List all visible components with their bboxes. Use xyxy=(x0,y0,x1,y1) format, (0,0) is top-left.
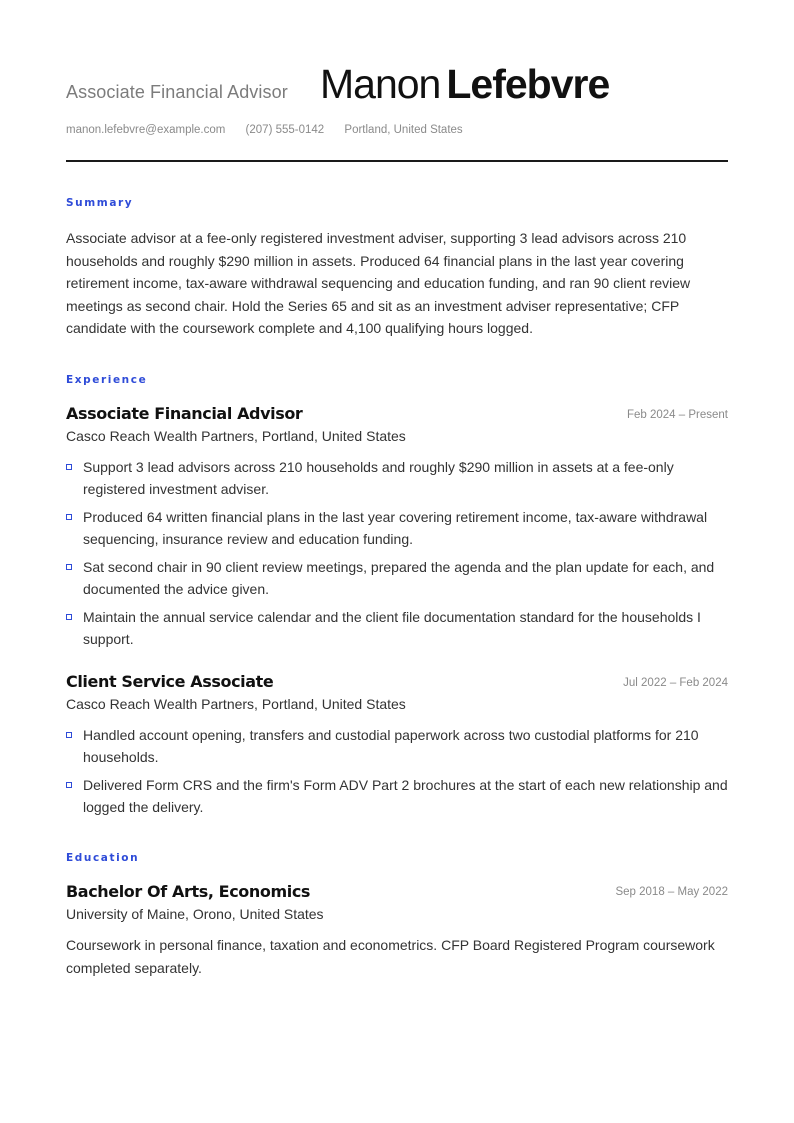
first-name: Manon xyxy=(320,61,441,107)
job-dates: Jul 2022 – Feb 2024 xyxy=(623,677,728,689)
list-item xyxy=(66,556,728,600)
contact-line xyxy=(66,124,480,136)
job-organization: Casco Reach Wealth Partners, Portland, United States xyxy=(66,428,406,444)
square-bullet-icon xyxy=(66,732,72,738)
resume-header xyxy=(66,60,728,108)
header-job-title: Associate Financial Advisor xyxy=(66,82,288,102)
bullet-text: Support 3 lead advisors across 210 households and roughly $290 million in assets at a fee-only registered investment adviser. xyxy=(83,459,674,497)
list-item xyxy=(66,456,728,500)
job-title: Client Service Associate xyxy=(66,672,274,691)
bullet-text: Delivered Form CRS and the firm's Form ADV Part 2 brochures at the start of each new relationship and logged the delivery. xyxy=(83,777,728,815)
candidate-name xyxy=(320,60,609,108)
header-divider xyxy=(66,160,728,162)
square-bullet-icon xyxy=(66,464,72,470)
list-item xyxy=(66,724,728,768)
bullet-text: Handled account opening, transfers and custodial paperwork across two custodial platforms for 210 households. xyxy=(83,727,699,765)
square-bullet-icon xyxy=(66,614,72,620)
square-bullet-icon xyxy=(66,514,72,520)
list-item xyxy=(66,606,728,650)
education-dates: Sep 2018 – May 2022 xyxy=(615,886,728,898)
degree-title: Bachelor Of Arts, Economics xyxy=(66,882,311,901)
job-bullets xyxy=(66,456,728,656)
square-bullet-icon xyxy=(66,782,72,788)
experience-heading: Experience xyxy=(66,374,148,386)
job-bullets xyxy=(66,724,728,824)
contact-phone[interactable]: (207) 555-0142 xyxy=(245,124,325,136)
list-item xyxy=(66,506,728,550)
bullet-text: Sat second chair in 90 client review meetings, prepared the agenda and the plan update for each, and documented the advice given. xyxy=(83,559,715,597)
school-name: University of Maine, Orono, United States xyxy=(66,906,324,922)
contact-email[interactable]: manon.lefebvre@example.com xyxy=(66,124,226,136)
list-item xyxy=(66,774,728,818)
job-dates: Feb 2024 – Present xyxy=(626,409,728,421)
education-description: Coursework in personal finance, taxation and econometrics. CFP Board Registered Program coursework completed separately. xyxy=(66,937,715,976)
job-organization: Casco Reach Wealth Partners, Portland, United States xyxy=(66,696,406,712)
bullet-text: Maintain the annual service calendar and the client file documentation standard for the households I support. xyxy=(83,609,701,647)
contact-location: Portland, United States xyxy=(344,124,463,136)
summary-text: Associate advisor at a fee-only registered investment adviser, supporting 3 lead advisors across 210 households and roughly $290 million in assets. Produced 64 financial plans in the last year covering retirement income, tax-aware withdrawal sequencing and education funding, and ran 90 client review meetings as second chair. Hold the Series 65 and sit as an investment adviser representative; CFP candidate with the coursework complete and 4,100 qualifying hours logged. xyxy=(66,230,691,337)
square-bullet-icon xyxy=(66,564,72,570)
job-title: Associate Financial Advisor xyxy=(66,404,303,423)
bullet-text: Produced 64 written financial plans in the last year covering retirement income, tax-aware withdrawal sequencing, insurance review and education funding. xyxy=(83,509,708,547)
summary-heading: Summary xyxy=(66,197,134,209)
last-name: Lefebvre xyxy=(446,61,610,107)
education-heading: Education xyxy=(66,852,140,864)
